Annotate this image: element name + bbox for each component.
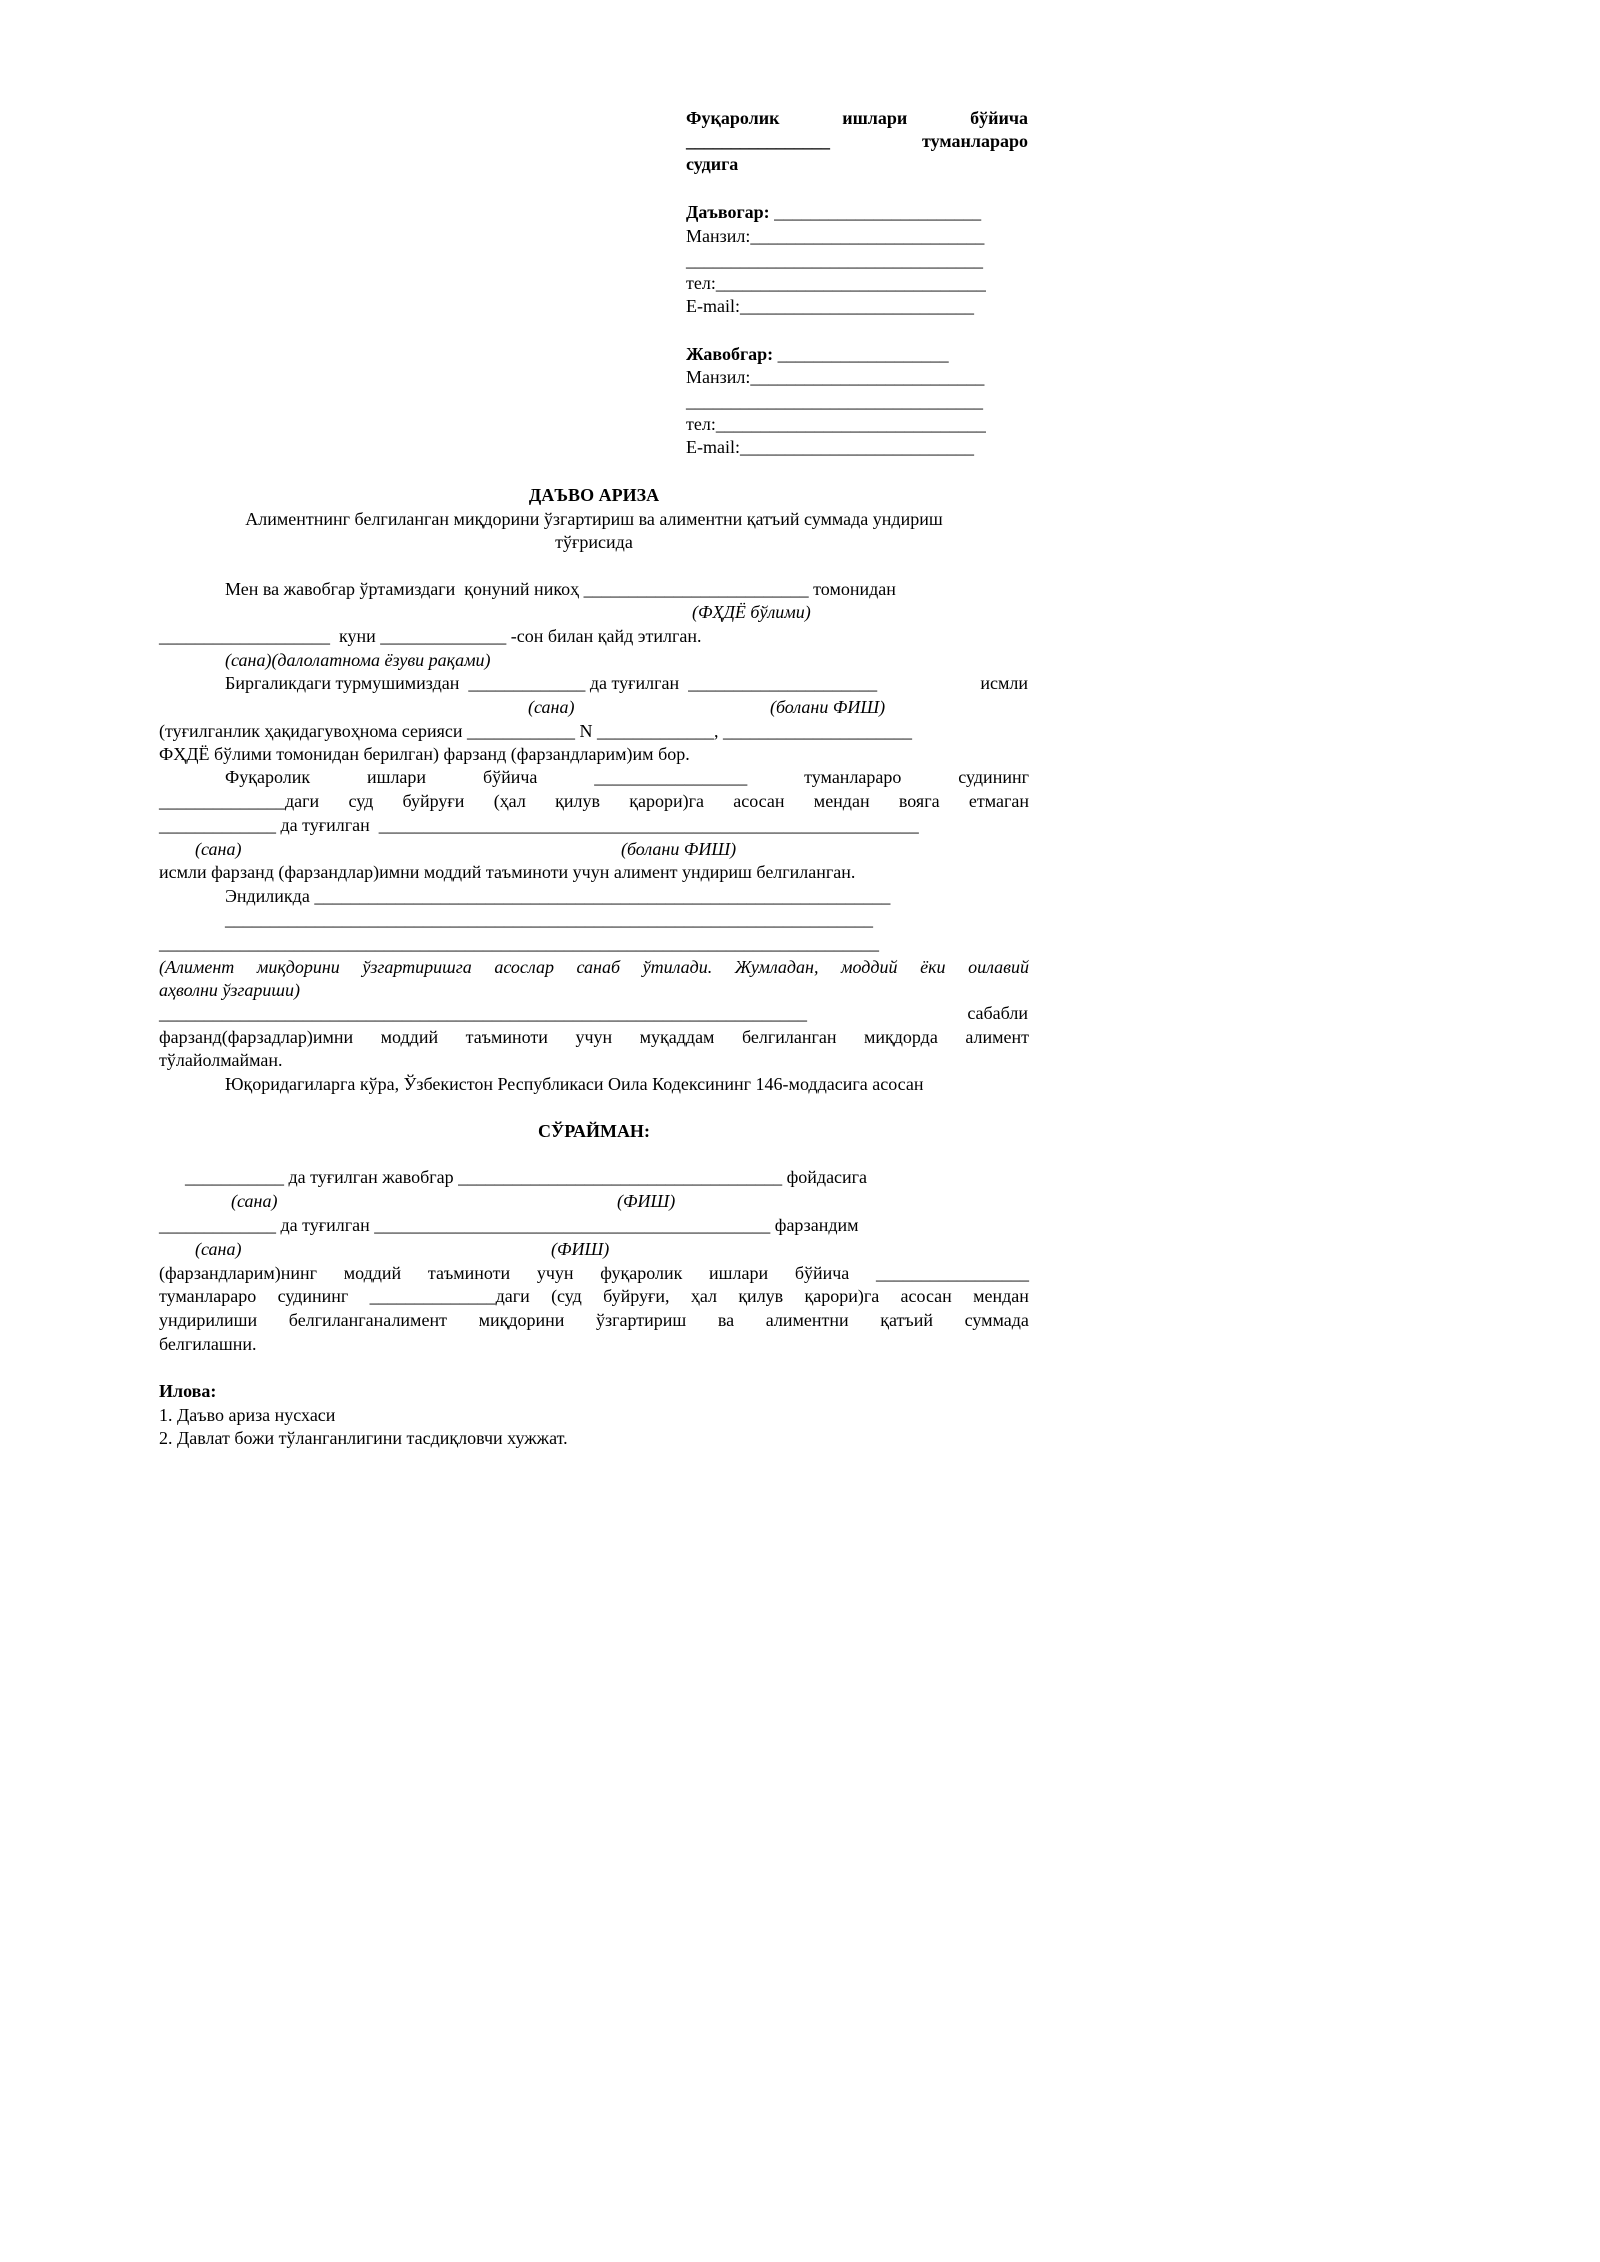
word: алиментни <box>765 1310 849 1330</box>
word: суд <box>348 791 374 811</box>
p4-line-6: тўлайолмайман. <box>159 1050 283 1070</box>
p3-line-1 <box>225 766 1029 789</box>
word: белгиланган <box>741 1027 837 1047</box>
request-line-4 <box>159 1285 1029 1308</box>
p4-line-5 <box>159 1026 1029 1049</box>
p1-hint-1: (ФҲДЁ бўлими) <box>692 602 811 622</box>
word: мендан <box>973 1286 1029 1306</box>
court-line-2 <box>686 130 1028 153</box>
word: санаб <box>576 957 621 977</box>
word: оилавий <box>968 957 1029 977</box>
word: буйруғи, <box>603 1286 670 1306</box>
court-name-blank: ________________ <box>686 131 830 151</box>
word: моддий <box>380 1027 439 1047</box>
word: учун <box>575 1027 613 1047</box>
word: ўзгартириш <box>596 1310 687 1330</box>
word: Жумладан, <box>734 957 819 977</box>
p4-line-4-end: сабабли <box>967 1003 1028 1023</box>
word: белгиланганалимент <box>288 1310 447 1330</box>
p1-hint-2: (сана)(далолатнома ёзуви рақами) <box>225 650 491 670</box>
word: учун <box>536 1263 574 1283</box>
plaintiff-label: Даъвогар: <box>686 202 770 222</box>
word: ўзгартиришга <box>362 957 472 977</box>
word: миқдорини <box>256 957 340 977</box>
word: буйруғи <box>402 791 465 811</box>
word: (фарзандларим)нинг <box>159 1263 318 1283</box>
defendant-address-2: _________________________________ <box>686 391 983 411</box>
word: таъминоти <box>465 1027 548 1047</box>
word: асосан <box>900 1286 952 1306</box>
word: асосан <box>733 791 785 811</box>
p2-hint-date: (сана) <box>528 697 575 717</box>
document-subtitle-2: тўғрисида <box>555 532 633 552</box>
request-heading: СЎРАЙМАН: <box>538 1121 650 1141</box>
word: туманлараро <box>804 767 902 787</box>
word: ишлари <box>709 1263 769 1283</box>
plaintiff-email: E-mail:__________________________ <box>686 296 974 316</box>
p4-hint-line-2: аҳволни ўзгариши) <box>159 980 301 1000</box>
word: ва <box>717 1310 735 1330</box>
p4-hint-line-1 <box>159 956 1029 979</box>
word: вояга <box>898 791 940 811</box>
word: ҳал <box>690 1286 717 1306</box>
word: ______________даги <box>159 791 320 811</box>
word: фуқаролик <box>600 1263 683 1283</box>
court-name-blank: _________________ <box>875 1263 1029 1283</box>
attachment-item: 1. Даъво ариза нусхаси <box>159 1405 336 1425</box>
p3-hint-name: (болани ФИШ) <box>621 839 737 859</box>
word: судининг <box>958 767 1029 787</box>
word: туманлараро <box>159 1286 257 1306</box>
document-title: ДАЪВО АРИЗА <box>528 485 660 505</box>
attachment-item: 2. Давлат божи тўланганлигини тасдиқловчи хужжат. <box>159 1428 568 1448</box>
p4-line-4: ________________________________________________________________________ <box>159 1003 807 1023</box>
attachments-label: Илова: <box>159 1381 217 1401</box>
request-hint-2-date: (сана) <box>195 1239 242 1259</box>
defendant-line <box>686 343 949 366</box>
document-subtitle-1: Алиментнинг белгиланган миқдорини ўзгартириш ва алиментни қатъий суммада ундириш <box>245 509 943 529</box>
request-hint-2-name: (ФИШ) <box>551 1239 610 1259</box>
request-line-3 <box>159 1262 1029 1285</box>
word: қарори)га <box>804 1286 880 1306</box>
word: (ҳал <box>493 791 526 811</box>
defendant-label: Жавобгар: <box>686 344 774 364</box>
court-word: бўйича <box>970 108 1028 128</box>
word: ундирилиши <box>159 1310 258 1330</box>
court-line-1 <box>686 107 1028 130</box>
word: етмаган <box>968 791 1029 811</box>
p1-line-2: ___________________ куни ______________ -сон билан қайд этилган. <box>159 626 702 646</box>
p5-line-1: Юқоридагиларга кўра, Ўзбекистон Республикаси Оила Кодексининг 146-моддасига асосан <box>225 1074 924 1094</box>
court-word: Фуқаролик <box>686 108 780 128</box>
court-word: ишлари <box>842 108 908 128</box>
word: қатъий <box>880 1310 933 1330</box>
p3-line-3: _____________ да туғилган ____________________________________________________________ <box>159 815 919 835</box>
word: (суд <box>551 1286 582 1306</box>
request-line-2: _____________ да туғилган ____________________________________________ фарзандим <box>159 1215 859 1235</box>
word: қарори)га <box>629 791 704 811</box>
request-hint-1-date: (сана) <box>231 1191 278 1211</box>
word: ёки <box>920 957 946 977</box>
word: ишлари <box>366 767 427 787</box>
p1-line-1: Мен ва жавобгар ўртамиздаги қонуний никоҳ _________________________ томонидан <box>225 579 896 599</box>
p2-hint-name: (болани ФИШ) <box>770 697 886 717</box>
court-name-blank: _________________ <box>594 767 748 787</box>
p3-line-4: исмли фарзанд (фарзандлар)имни моддий таъминоти учун алимент ундириш белгиланган. <box>159 862 856 882</box>
p4-line-2: ________________________________________________________________________ <box>225 909 873 929</box>
court-word: туманлараро <box>922 131 1028 151</box>
p3-line-2 <box>159 790 1029 813</box>
request-hint-1-name: (ФИШ) <box>617 1191 676 1211</box>
word: бўйича <box>794 1263 850 1283</box>
court-line-3: судига <box>686 154 739 174</box>
plaintiff-address-2: _________________________________ <box>686 250 983 270</box>
word: бўйича <box>482 767 538 787</box>
word: фарзанд(фарзадлар)имни <box>159 1027 354 1047</box>
p2-line-1-end: исмли <box>980 673 1028 693</box>
word: суммада <box>964 1310 1029 1330</box>
p4-line-1: Эндиликда ________________________________________________________________ <box>225 886 891 906</box>
request-line-5 <box>159 1309 1029 1332</box>
word: муқаддам <box>639 1027 715 1047</box>
defendant-blank: ___________________ <box>773 344 949 364</box>
word: (Алимент <box>159 957 235 977</box>
defendant-phone: тел:______________________________ <box>686 414 986 434</box>
plaintiff-phone: тел:______________________________ <box>686 273 986 293</box>
word: асослар <box>494 957 554 977</box>
word: ______________даги <box>369 1286 530 1306</box>
word: ўтилади. <box>642 957 713 977</box>
p2-line-3: ФҲДЁ бўлими томонидан берилган) фарзанд (фарзандларим)им бор. <box>159 744 690 764</box>
word: қилув <box>738 1286 784 1306</box>
plaintiff-line <box>686 201 981 224</box>
word: таъминоти <box>427 1263 511 1283</box>
defendant-address: Манзил:__________________________ <box>686 367 985 387</box>
word: миқдорда <box>863 1027 938 1047</box>
request-line-1: ___________ да туғилган жавобгар ____________________________________ фойдасига <box>185 1167 868 1187</box>
word: Фуқаролик <box>225 767 311 787</box>
word: моддий <box>343 1263 402 1283</box>
request-line-6: белгилашни. <box>159 1334 257 1354</box>
plaintiff-address: Манзил:__________________________ <box>686 226 985 246</box>
word: моддий <box>841 957 898 977</box>
word: миқдорини <box>478 1310 565 1330</box>
p2-line-1: Биргаликдаги турмушимиздан _____________ да туғилган _____________________ <box>225 673 878 693</box>
p4-line-3: ________________________________________________________________________________ <box>159 933 879 953</box>
word: алимент <box>965 1027 1029 1047</box>
p2-line-2: (туғилганлик ҳақидагувоҳнома серияси ____________ N _____________, _____________________ <box>159 721 913 741</box>
p3-hint-date: (сана) <box>195 839 242 859</box>
defendant-email: E-mail:__________________________ <box>686 437 974 457</box>
word: мендан <box>813 791 870 811</box>
word: судининг <box>277 1286 349 1306</box>
document-page <box>0 0 1100 1555</box>
word: қилув <box>555 791 600 811</box>
plaintiff-blank: _______________________ <box>769 202 982 222</box>
